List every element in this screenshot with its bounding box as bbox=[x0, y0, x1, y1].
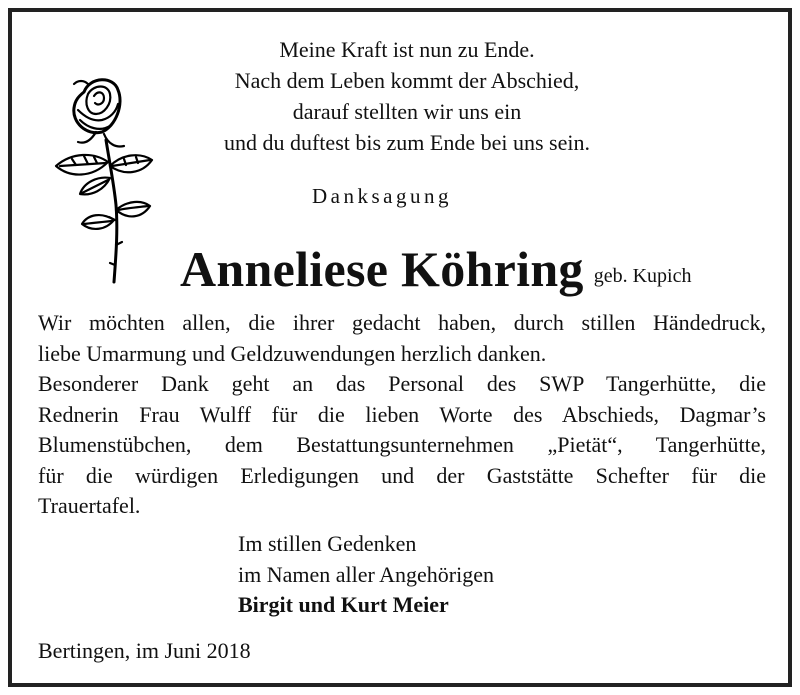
poem-line: darauf stellten wir uns ein bbox=[292, 99, 522, 124]
text-line: Blumenstübchen, dem Bestattungsunternehmen „Pietät“, Tangerhütte, bbox=[38, 432, 766, 457]
poem bbox=[162, 34, 652, 158]
heading-danksagung: Danksagung bbox=[312, 184, 452, 208]
poem-line: Nach dem Leben kommt der Abschied, bbox=[234, 68, 580, 93]
text-line: Besonderer Dank geht an das Personal des SWP Tangerhütte, die bbox=[38, 371, 766, 396]
text-line: Trauertafel. bbox=[38, 493, 141, 518]
deceased-name: Anneliese Köhring bbox=[180, 241, 584, 297]
thank-you-text bbox=[38, 308, 766, 522]
signature-line: im Namen aller Angehörigen bbox=[238, 561, 494, 587]
signature-block bbox=[238, 529, 494, 621]
text-line: für die würdigen Erledigungen und der Gaststätte Schefter für die bbox=[38, 462, 766, 488]
text-line: Wir möchten allen, die ihrer gedacht haben, durch stillen Händedruck, bbox=[38, 310, 766, 335]
signature-line: Im stillen Gedenken bbox=[238, 531, 417, 556]
obituary-card bbox=[8, 8, 792, 687]
poem-line: Meine Kraft ist nun zu Ende. bbox=[279, 37, 535, 62]
text-line: liebe Umarmung und Geldzuwendungen herzlich danken. bbox=[38, 340, 547, 366]
place-date: Bertingen, im Juni 2018 bbox=[38, 638, 251, 663]
poem-line: und du duftest bis zum Ende bei uns sein. bbox=[223, 130, 590, 155]
rose-icon bbox=[44, 70, 154, 290]
birth-name: geb. Kupich bbox=[593, 265, 692, 287]
deceased-name-row bbox=[180, 240, 692, 298]
text-line: Rednerin Frau Wulff für die lieben Worte des Abschieds, Dagmar’s bbox=[38, 401, 766, 427]
signature-names: Birgit und Kurt Meier bbox=[238, 592, 449, 617]
